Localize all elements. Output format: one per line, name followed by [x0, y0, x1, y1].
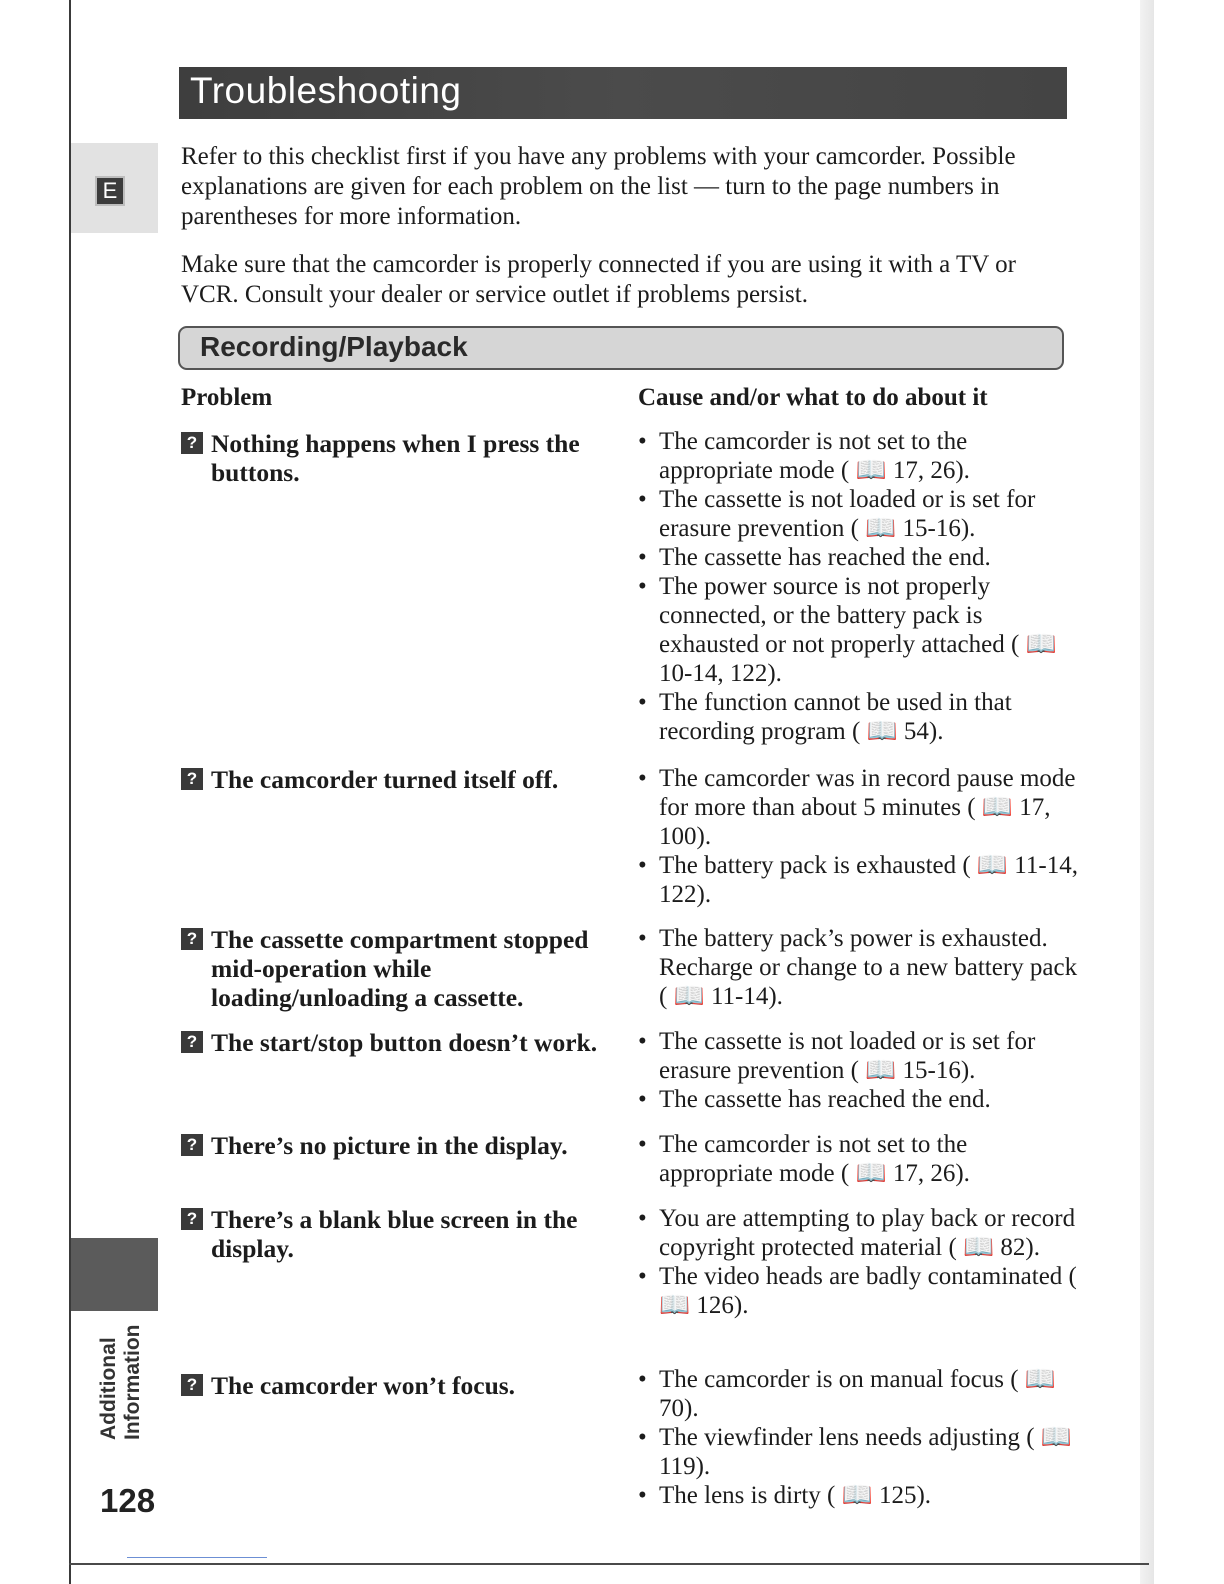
question-icon: ?: [181, 768, 203, 790]
cause-list: [638, 427, 1078, 746]
section-tab-label: Additional Information: [97, 1324, 144, 1440]
problem-item: [181, 1131, 611, 1160]
cause-item: • The battery pack’s power is exhausted. Recharge or change to a new battery pack ( 📖 11-14).: [638, 924, 1078, 1011]
cause-item: • The viewfinder lens needs adjusting ( 📖 119).: [638, 1423, 1078, 1481]
problem-text: The camcorder won’t focus.: [211, 1371, 516, 1400]
page-title: Troubleshooting: [190, 70, 462, 111]
problem-text: The camcorder turned itself off.: [211, 765, 559, 794]
question-icon: ?: [181, 1374, 203, 1396]
cause-list: [638, 1365, 1078, 1510]
problem-item: [181, 1028, 611, 1057]
cause-item: • The lens is dirty ( 📖 125).: [638, 1481, 1078, 1510]
question-icon: ?: [181, 1031, 203, 1053]
problem-text: There’s a blank blue screen in the display.: [211, 1205, 578, 1263]
problem-item: [181, 925, 611, 1012]
footer-underline: [127, 1557, 267, 1558]
page-title-bar: [179, 67, 1067, 119]
page-number: 128: [100, 1482, 156, 1519]
question-icon: ?: [181, 1134, 203, 1156]
page-bottom-rule: [69, 1563, 1149, 1565]
page-edge-shadow: [1140, 0, 1154, 1584]
problem-item: [181, 765, 611, 794]
problem-text: The start/stop button doesn’t work.: [211, 1028, 598, 1057]
problem-text: There’s no picture in the display.: [211, 1131, 568, 1160]
question-icon: ?: [181, 928, 203, 950]
cause-list: [638, 1027, 1078, 1114]
question-icon: ?: [181, 432, 203, 454]
cause-item: • The cassette is not loaded or is set for erasure prevention ( 📖 15-16).: [638, 485, 1078, 543]
cause-item: • The camcorder is on manual focus ( 📖 70).: [638, 1365, 1078, 1423]
cause-item: • The function cannot be used in that recording program ( 📖 54).: [638, 688, 1078, 746]
problem-item: [181, 429, 611, 487]
section-title: Recording/Playback: [200, 331, 468, 362]
language-tab: [71, 143, 158, 233]
cause-list: [638, 1130, 1078, 1188]
section-tab-block: [71, 1238, 158, 1311]
cause-list: [638, 764, 1078, 909]
page-margin-rule: [69, 0, 71, 1584]
cause-item: • The video heads are badly contaminated ( 📖 126).: [638, 1262, 1078, 1320]
cause-item: • The power source is not properly connected, or the battery pack is exhausted or not properly attached ( 📖 10-14, 122).: [638, 572, 1078, 688]
cause-item: • You are attempting to play back or record copyright protected material ( 📖 82).: [638, 1204, 1078, 1262]
intro-paragraph-2: Make sure that the camcorder is properly connected if you are using it with a TV or VCR. Consult your dealer or service outlet if problems persist.: [181, 251, 1016, 308]
cause-item: • The cassette has reached the end.: [638, 1085, 1078, 1114]
cause-item: • The camcorder is not set to the appropriate mode ( 📖 17, 26).: [638, 1130, 1078, 1188]
section-header-bar: [178, 326, 1064, 370]
problem-item: [181, 1371, 611, 1400]
language-badge: E: [95, 176, 125, 206]
cause-item: • The cassette has reached the end.: [638, 543, 1078, 572]
cause-item: • The cassette is not loaded or is set for erasure prevention ( 📖 15-16).: [638, 1027, 1078, 1085]
intro-paragraph-1: Refer to this checklist first if you have any problems with your camcorder. Possible explanations are given for each problem on the list — turn to the page numbers in parentheses for more information.: [181, 143, 1016, 230]
column-header-problem: Problem: [181, 384, 273, 411]
cause-item: • The camcorder is not set to the appropriate mode ( 📖 17, 26).: [638, 427, 1078, 485]
cause-list: [638, 924, 1078, 1011]
cause-item: • The battery pack is exhausted ( 📖 11-14, 122).: [638, 851, 1078, 909]
question-icon: ?: [181, 1208, 203, 1230]
problem-text: Nothing happens when I press the buttons.: [211, 429, 580, 487]
column-header-cause: Cause and/or what to do about it: [638, 384, 988, 411]
cause-list: [638, 1204, 1078, 1320]
cause-item: • The camcorder was in record pause mode for more than about 5 minutes ( 📖 17, 100).: [638, 764, 1078, 851]
problem-item: [181, 1205, 611, 1263]
problem-text: The cassette compartment stopped mid-operation while loading/unloading a cassette.: [211, 925, 589, 1012]
